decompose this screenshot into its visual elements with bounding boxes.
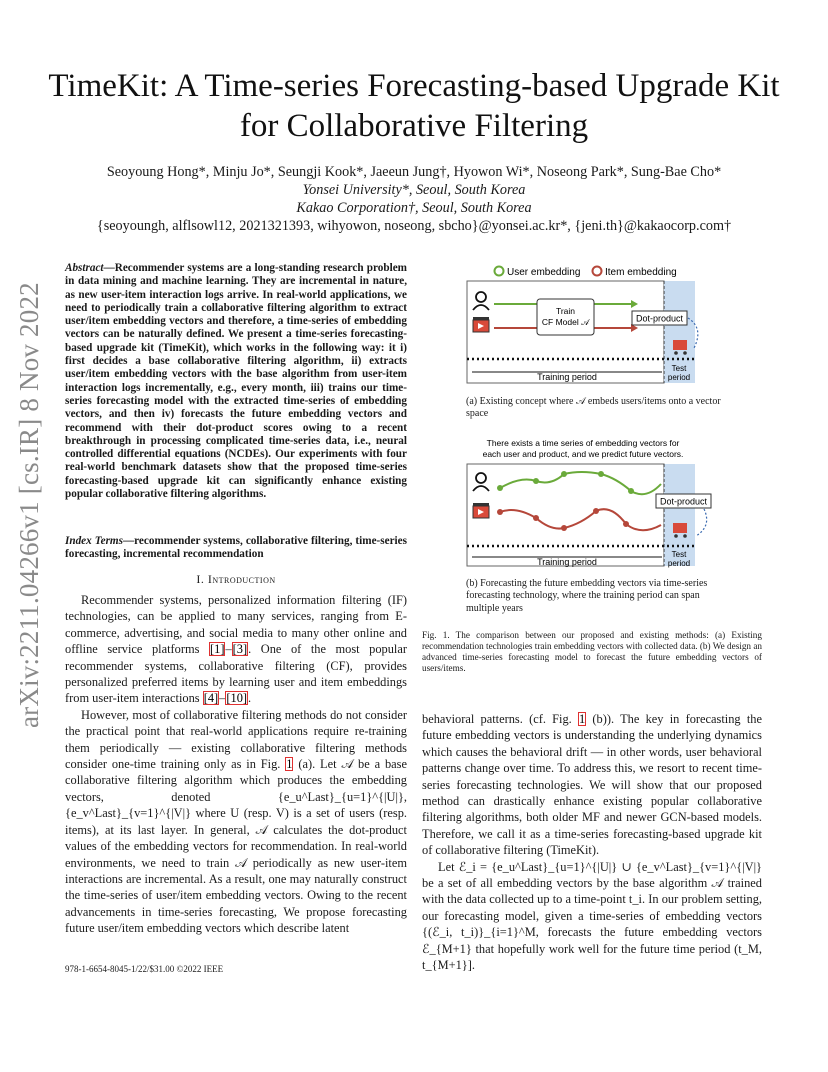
figure-1a xyxy=(466,262,728,388)
index-terms-lead: Index Terms xyxy=(65,535,123,547)
citation-link[interactable]: [3] xyxy=(232,642,248,657)
affiliation-yonsei: Yonsei University*, Seoul, South Korea xyxy=(302,182,526,198)
period-label: period xyxy=(667,559,691,568)
figure-link[interactable]: 1 xyxy=(579,712,586,726)
author-list: Seoyoung Hong*, Minju Jo*, Seungji Kook*, Jaeeun Jung†, Hyowon Wi*, Noseong Park*, Sung-Bae Cho* xyxy=(106,164,722,180)
figure-1b xyxy=(466,436,728,568)
arxiv-stamp: arXiv:2211.04266v1 [cs.IR] 8 Nov 2022 xyxy=(14,282,44,728)
intro-left-column xyxy=(65,592,407,937)
section-heading: I. Introduction xyxy=(196,572,276,586)
legend-item-label: Item embedding xyxy=(605,267,677,278)
cf-model-label: CF Model 𝒜 xyxy=(541,317,590,327)
paper-title: TimeKit: A Time-series Forecasting-based Upgrade Kit for Collaborative Filtering xyxy=(48,68,780,144)
affiliation-kakao: Kakao Corporation†, Seoul, South Korea xyxy=(296,200,532,216)
dot-product-label: Dot-product xyxy=(659,496,708,507)
figure-panel xyxy=(467,464,664,566)
figure-note-line-1: There exists a time series of embedding vectors for xyxy=(486,438,680,448)
period-label: period xyxy=(667,373,691,382)
training-period-label: Training period xyxy=(537,557,597,567)
figure-note-line-2: each user and product, and we predict future vectors. xyxy=(482,449,684,459)
paragraph: behavioral patterns. (cf. Fig. 1 (b)). The key in forecasting the future embedding vectors is understanding the underlying dynamics which causes the behavioral drift — in other words, user behavioral patterns change over time. To address this, we resort to recent time-series forecasting technologies. We will show that our proposed method can drastically enhance existing popular collaborative filtering algorithms, both older MF and newer GCN-based models. Therefore, we call it as a time-series forecasting-based upgrade kit of collaborative filtering (TimeKit). xyxy=(422,712,762,858)
test-label: Test xyxy=(671,364,687,373)
figure-1-caption: Fig. 1. The comparison between our proposed and existing methods: (a) Existing recommendation technologies train embedding vectors with collected data. (b) We design an advanced time-series forecasting model to forecast the future embedding vectors of users/items. xyxy=(422,630,762,673)
legend-user-label: User embedding xyxy=(507,267,581,278)
paragraph: However, most of collaborative filtering methods do not consider the practical point that real-world applications require re-training them periodically — existing collaborative filtering methods consider one-time training only as in Fig. 1 (a). Let 𝒜 be a base collaborative filtering algorithm which produces the embedding vectors, denoted {e_u^Last}_{u=1}^{|U|}, {e_v^Last}_{v=1}^{|V|} where U (resp. V) is a set of users (resp. items), at its last layer. In general, 𝒜 calculates the dot-product values of the embedding vectors for recommendation. In real-world environments, we need to train 𝒜 periodically as new user-item interactions are incremental. As a result, one may naturally construct the time-series of user/item embedding vectors. Owing to the recent advancements in time-series forecasting, We propose forecasting future user/item embedding vectors which describe latent xyxy=(65,707,407,936)
user-legend-dot xyxy=(495,267,504,276)
index-terms xyxy=(65,535,407,562)
product-icon xyxy=(473,317,489,332)
paragraph: Let ℰ_i = {e_u^Last}_{u=1}^{|U|} ∪ {e_v^Last}_{v=1}^{|V|} be a set of all embedding vectors by the base algorithm 𝒜 trained with the data collected up to a time-point t_i. In our problem setting, our forecasting model, given a time-series of embedding vectors {(ℰ_i, t_i)}_{i=1}^M, forecasts the future embedding vectors ℰ_{M+1} that hopefully work well for the future time period (t_M, t_{M+1}]. xyxy=(422,859,762,973)
paragraph: Recommender systems, personalized information filtering (IF) technologies, can be applied to many services, ranging from E-commerce, advertising, and social media to many other online and offline service platforms [1]–[3]. One of the most popular recommender systems, collaborative filtering (CF), provides personalized preferred items by learning user and item embeddings from user-item interactions [4]–[10]. xyxy=(65,593,407,706)
test-label: Test xyxy=(671,550,687,559)
dot-product-label: Dot-product xyxy=(635,313,684,324)
item-legend-dot xyxy=(593,267,602,276)
index-terms-text: —recommender systems, collaborative filtering, time-series forecasting, incremental recommendation xyxy=(65,535,407,561)
abstract xyxy=(65,262,407,501)
product-icon xyxy=(473,503,489,518)
training-period-label: Training period xyxy=(537,372,597,382)
citation-link[interactable]: [10] xyxy=(226,691,248,706)
author-emails: {seoyoungh, alflsowl12, 2021321393, wihyowon, noseong, sbcho}@yonsei.ac.kr*, {jeni.th}@kakaocorp.com† xyxy=(96,218,732,234)
abstract-text: —Recommender systems are a long-standing research problem in data mining and machine learning. They are incremental in nature, as new user-item interaction logs arrive. In real-world applications, we need to periodically train a collaborative filtering algorithm to extract user/item embedding vectors and therefore, a time-series of embedding vectors can be naturally defined. We present a time-series forecasting-based upgrade kit (TimeKit), which works in the following way: it i) first decides a base collaborative filtering algorithm, ii) extracts user/item embedding vectors with the base algorithm from user-item interaction logs incrementally, e.g., every month, iii) trains our time-series forecasting model with the extracted time-series of embedding vectors, and then iv) forecasts the future embedding vectors and recommend with their dot-product scores owing to a recent breakthrough in processing complicated time-series data, i.e., neural controlled differential equations (NCDEs). Our experiments with four real-world benchmark datasets show that the proposed time-series forecasting-based upgrade kit can significantly enhance existing popular collaborative filtering algorithms. xyxy=(65,262,407,501)
abstract-lead: Abstract xyxy=(65,262,104,274)
figure-1a-caption: (a) Existing concept where 𝒜 embeds users/items onto a vector space xyxy=(466,396,721,420)
intro-right-column xyxy=(422,711,762,974)
train-label: Train xyxy=(555,306,576,316)
copyright-footer: 978-1-6654-8045-1/22/$31.00 ©2022 IEEE xyxy=(65,964,224,974)
figure-1b-caption: (b) Forecasting the future embedding vectors via time-series forecasting technology, where the training period can span multiple years xyxy=(466,578,708,614)
dashed-arrow xyxy=(696,509,707,536)
figure-link[interactable]: 1 xyxy=(286,757,293,772)
citation-link[interactable]: [4] xyxy=(203,691,219,706)
citation-link[interactable]: [1] xyxy=(210,642,225,657)
